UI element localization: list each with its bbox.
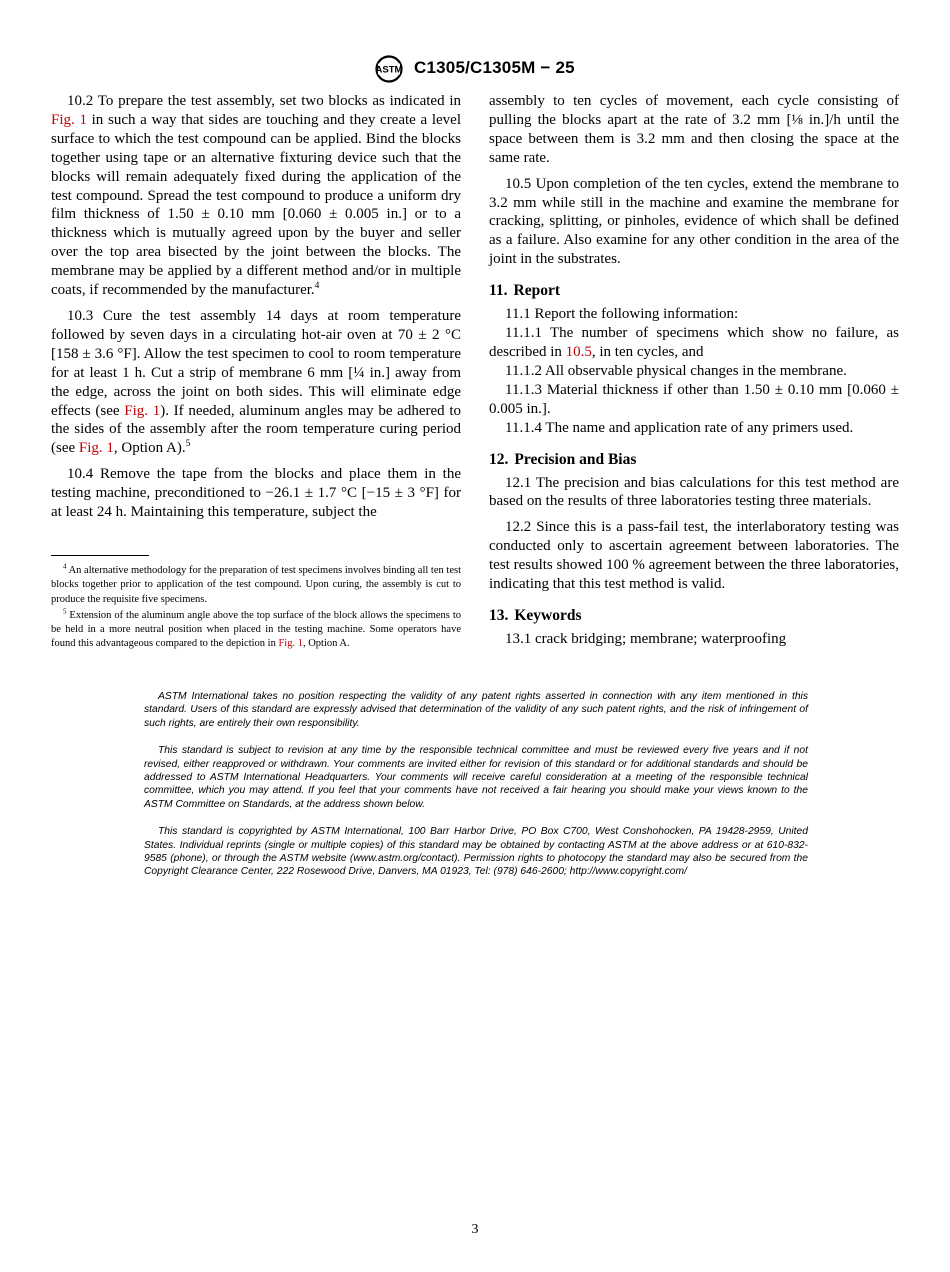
paragraph-11-1: 11.1 Report the following information:	[505, 306, 739, 323]
astm-logo-icon	[372, 55, 406, 83]
fig-1-link[interactable]: Fig. 1	[278, 638, 303, 650]
page-number: 3	[471, 1222, 479, 1237]
section-heading-precision-bias: 12. Precision and Bias	[489, 450, 637, 468]
paragraph-10-2: 10.2 To prepare the test assembly, set two blocks as indicated in Fig. 1 in such a way that sides are touching and they create a level surface to which the test compound can be applied. Bind the blocks together using tape or an alternative fixturing device such that the blocks will remain adequately fixed during the application of the test compound. Spread the test compound to produce a uniform dry film thickness of 1.50 ± 0.10 mm [0.060 ± 0.005 in.] or to a thickness which is mutually agreed upon by the buyer and seller over the top area bisected by the joint between the blocks. The membrane may be applied by a different method and/or in multiple coats, if recommended by the manufacturer.$^4$	[51, 93, 461, 299]
paragraph-11-1-2: 11.1.2 All observable physical changes in the membrane.	[505, 362, 847, 379]
footnote-5-marker[interactable]: 5	[185, 439, 191, 450]
fig-1-link[interactable]: Fig. 1	[78, 440, 114, 457]
paragraph-12-2: 12.2 Since this is a pass-fail test, the interlaboratory testing was conducted only to ascertain agreement between laboratories. The test results showed 100 % agreement between the three laboratories, indicating that this test method is valid.	[489, 519, 899, 593]
revision-notice: This standard is subject to revision at any time by the responsible technical committee and must be reviewed every five years and if not revised, either reapproved or withdrawn. Your comments are invited either for revision of this standard or for additional standards and should be addressed to ASTM International Headquarters. Your comments will receive careful consideration at a meeting of the responsible technical committee, which you may attend. If you feel that your comments have not received a fair hearing you should make your views known to the ASTM Committee on Standards, at the address shown below.	[144, 745, 808, 810]
paragraph-11-1-1: 11.1.1 The number of specimens which show no failure, as described in 10.5, in ten cycles, and	[489, 325, 899, 360]
astm-logo-text: ASTM	[375, 64, 403, 76]
right-column	[489, 92, 899, 656]
paragraph-12-1: 12.1 The precision and bias calculations for this test method are based on the results of three laboratories testing three materials.	[489, 474, 899, 510]
standard-designation: C1305/C1305M − 25	[414, 58, 575, 77]
patent-notice: ASTM International takes no position respecting the validity of any patent rights asserted in connection with any item mentioned in this standard. Users of this standard are expressly advised that determination of the validity of any such patent rights, and the risk of infringement of such rights, are entirely their own responsibility.	[144, 691, 808, 729]
footnote-5: $^5$ Extension of the aluminum angle above the top surface of the block allows the specimens to be held in a more neutral position when placed in the testing machine. Some operators have found this advantageous compared to the depiction in Fig. 1, Option A.	[51, 607, 461, 650]
paragraph-11-1-4: 11.1.4 The name and application rate of any primers used.	[505, 419, 854, 436]
page-header	[0, 55, 950, 85]
paragraph-10-4-start: 10.4 Remove the tape from the blocks and place them in the testing machine, preconditioned to −26.1 ± 1.7 °C [−15 ± 3 °F] for at least 24 h. Maintaining this temperature, subject the	[51, 466, 461, 521]
section-10-5-link[interactable]: 10.5	[565, 343, 592, 360]
paragraph-10-4-continued: assembly to ten cycles of movement, each cycle consisting of pulling the blocks apart at the rate of 3.2 mm [⅛ in.]/h until the space between them is 3.2 mm and then closing the space at the same rate.	[489, 93, 899, 166]
copyright-notice: This standard is copyrighted by ASTM International, 100 Barr Harbor Drive, PO Box C700, West Conshohocken, PA 19428-2959, United States. Individual reprints (single or multiple copies) of this standard may be obtained by contacting ASTM at the above address or at 610-832-9585 (phone), or through the ASTM website (www.astm.org/contact). Permission rights to photocopy the standard may also be secured from the Copyright Clearance Center, 222 Rosewood Drive, Danvers, MA 01923, Tel: (978) 646-2600; http://www.copyright.com/	[144, 826, 808, 878]
fig-1-link[interactable]: Fig. 1	[51, 111, 87, 128]
paragraph-11-1-3: 11.1.3 Material thickness if other than 1.50 ± 0.10 mm [0.060 ± 0.005 in.].	[489, 381, 899, 417]
paragraph-13-1: 13.1 crack bridging; membrane; waterproofing	[505, 630, 787, 647]
paragraph-10-3: 10.3 Cure the test assembly 14 days at room temperature followed by seven days in a circulating hot-air oven at 70 ± 2 °C [158 ± 3.6 °F]. Allow the test specimen to cool to room temperature for at least 1 h. Cut a strip of membrane 6 mm [¼ in.] away from the edge, across the joint on both sides. This will eliminate edge effects (see Fig. 1). If needed, aluminum angles may be adhered to the sides of the assembly after the room temperature curing period (see Fig. 1, Option A).$^5$	[51, 307, 462, 457]
section-heading-keywords: 13. Keywords	[489, 606, 582, 624]
footnote-divider	[51, 555, 149, 556]
footnote-4-marker[interactable]: 4	[314, 281, 320, 292]
section-heading-report: 11. Report	[489, 282, 561, 300]
footnote-4: $^4$ An alternative methodology for the preparation of test specimens involves binding all ten test blocks together prior to application of the test compound. Upon curing, the assembly is cut to produce the requisite five specimens.	[51, 562, 461, 605]
fig-1-link[interactable]: Fig. 1	[124, 402, 161, 419]
paragraph-10-5: 10.5 Upon completion of the ten cycles, extend the membrane to 3.2 mm while still in the machine and examine the membrane for cracking, splitting, or pinholes, evidence of which shall be defined as a failure. Also examine for any other condition in the area of the joint in the substrates.	[489, 175, 899, 268]
left-column	[51, 92, 461, 529]
astm-notices	[144, 690, 808, 893]
footnotes	[51, 564, 461, 654]
